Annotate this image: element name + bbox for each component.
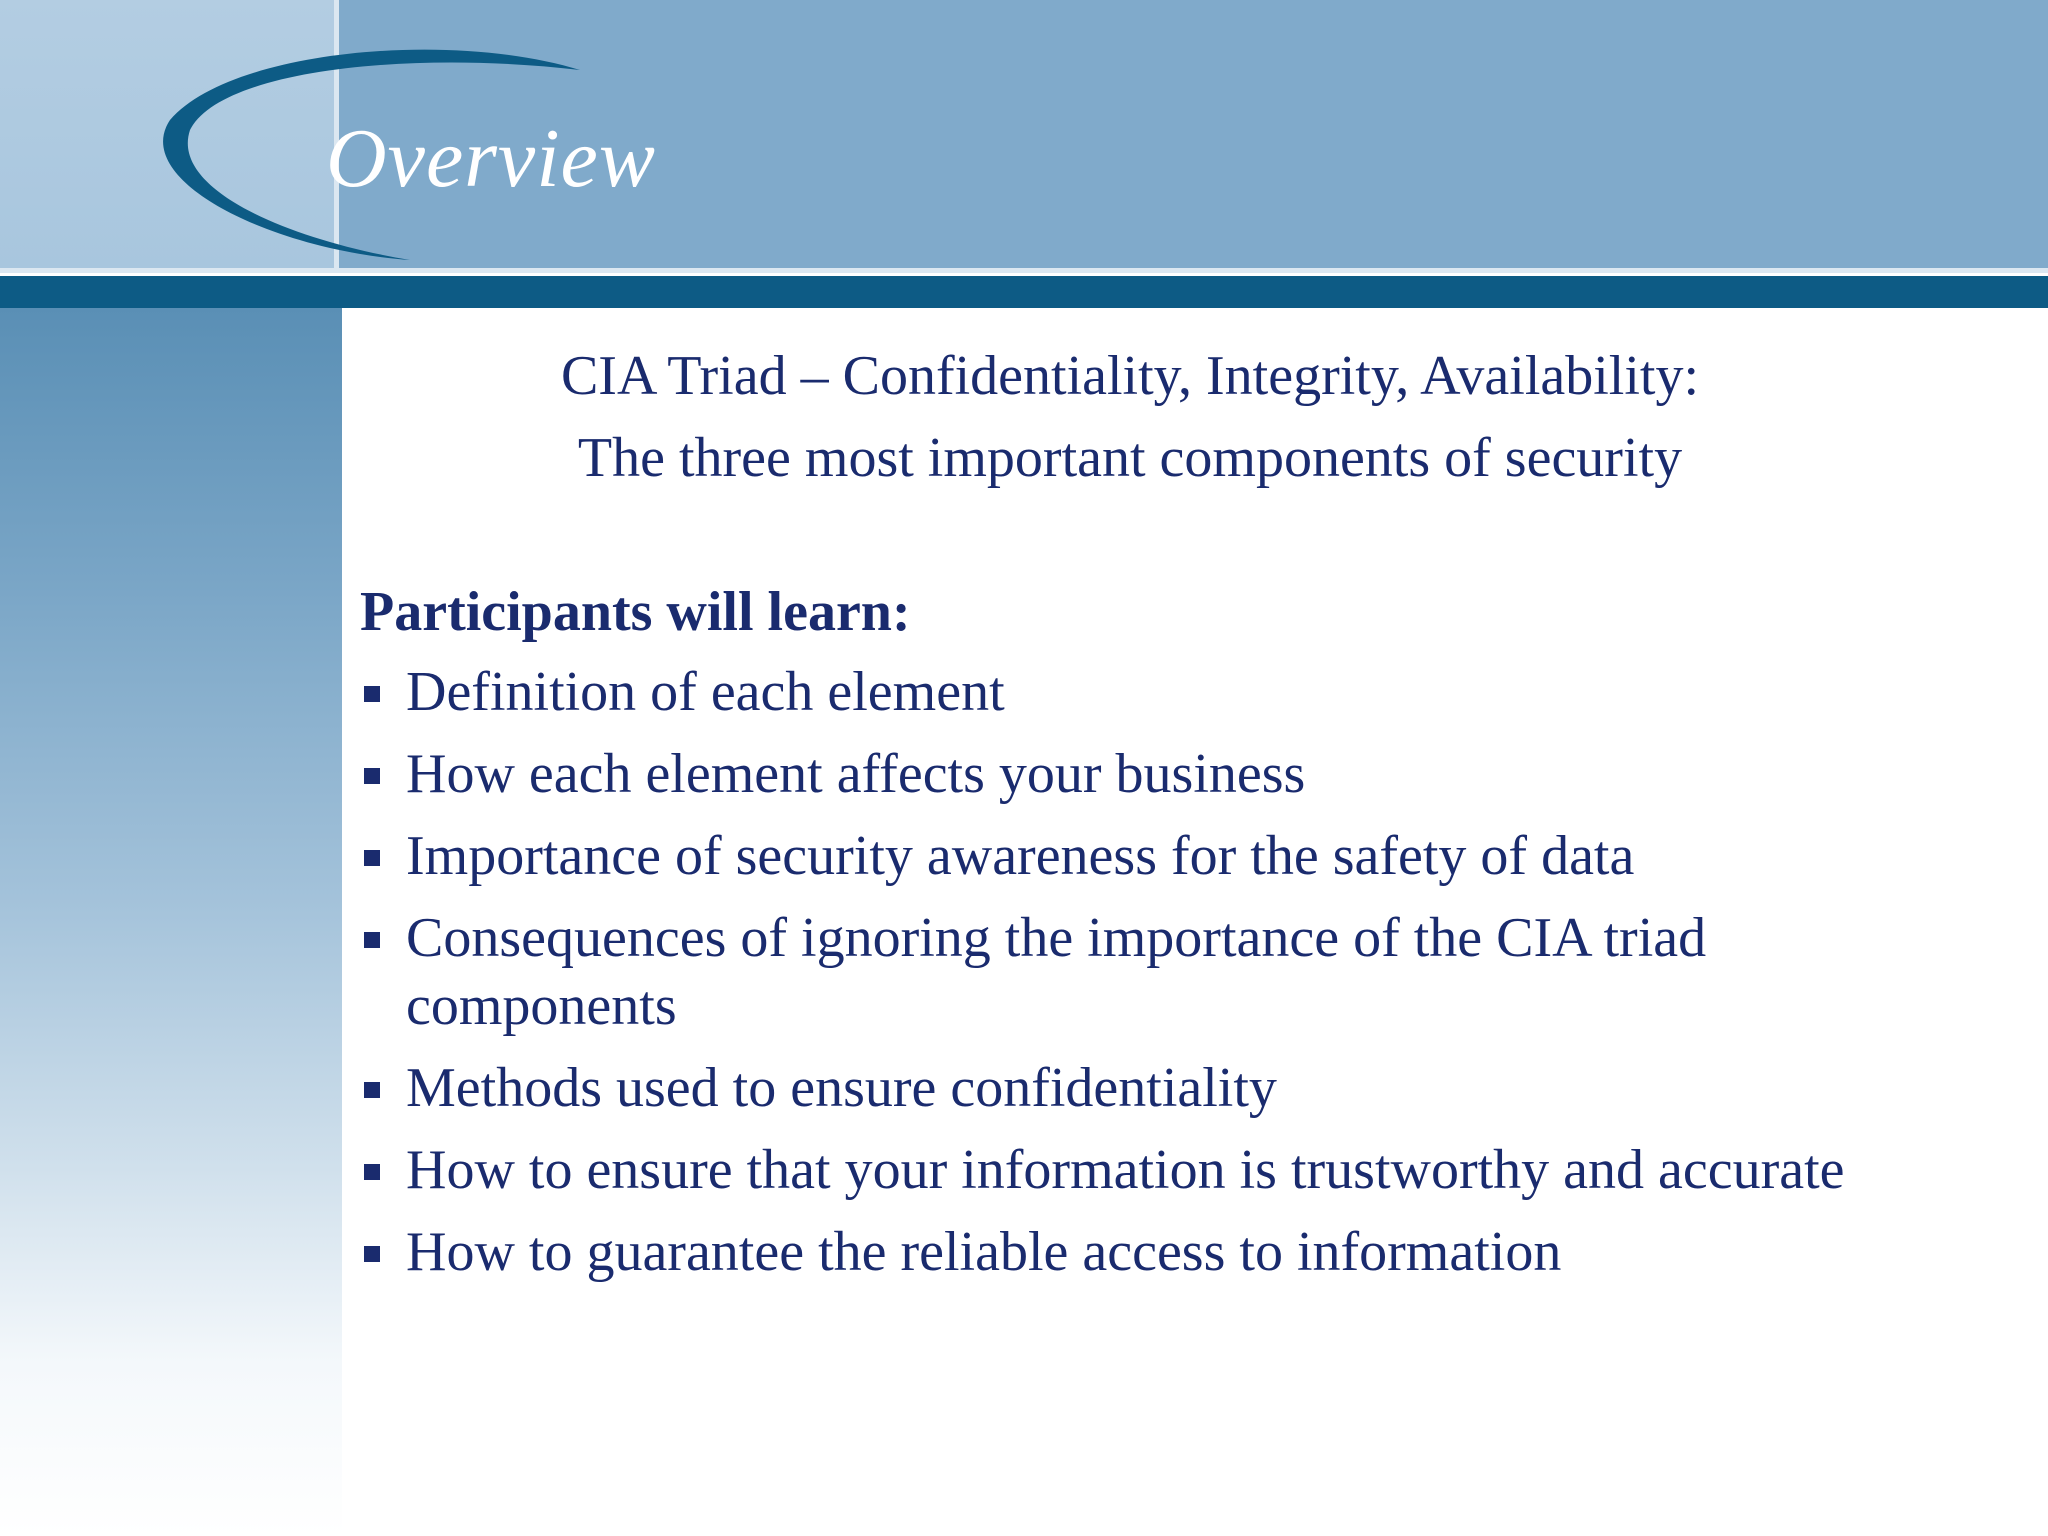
- bullet-item: [360, 904, 1980, 1040]
- side-gradient-panel: [0, 308, 342, 1536]
- square-bullet-icon: [364, 932, 380, 948]
- bullet-text: How to ensure that your information is trustworthy and accurate: [406, 1139, 1845, 1201]
- bullet-text: Importance of security awareness for the safety of data: [406, 825, 1635, 887]
- subtitle-line-1: CIA Triad – Confidentiality, Integrity, Availability:: [560, 345, 1700, 407]
- bullet-item: [360, 822, 1980, 890]
- bullet-item: [360, 1136, 1980, 1204]
- bullet-text: Methods used to ensure confidentiality: [406, 1057, 1277, 1119]
- bullet-item: [360, 1218, 1980, 1286]
- square-bullet-icon: [364, 1082, 380, 1098]
- learn-heading: Participants will learn:: [360, 581, 911, 643]
- square-bullet-icon: [364, 850, 380, 866]
- square-bullet-icon: [364, 768, 380, 784]
- bullet-item: [360, 1054, 1980, 1122]
- bullet-item: [360, 658, 1980, 726]
- bullet-text: How to guarantee the reliable access to information: [406, 1221, 1562, 1283]
- bullet-text: Definition of each element: [406, 661, 1005, 723]
- subtitle-line-2: The three most important components of security: [577, 427, 1683, 489]
- slide-title: Overview: [326, 112, 656, 205]
- bullet-text: How each element affects your business: [406, 743, 1306, 805]
- square-bullet-icon: [364, 686, 380, 702]
- bullet-item: [360, 740, 1980, 808]
- bullet-list: [360, 658, 1980, 1300]
- square-bullet-icon: [364, 1164, 380, 1180]
- accent-bar: [0, 276, 2048, 308]
- bullet-text: Consequences of ignoring the importance of the CIA triad components: [406, 907, 1707, 1037]
- square-bullet-icon: [364, 1246, 380, 1262]
